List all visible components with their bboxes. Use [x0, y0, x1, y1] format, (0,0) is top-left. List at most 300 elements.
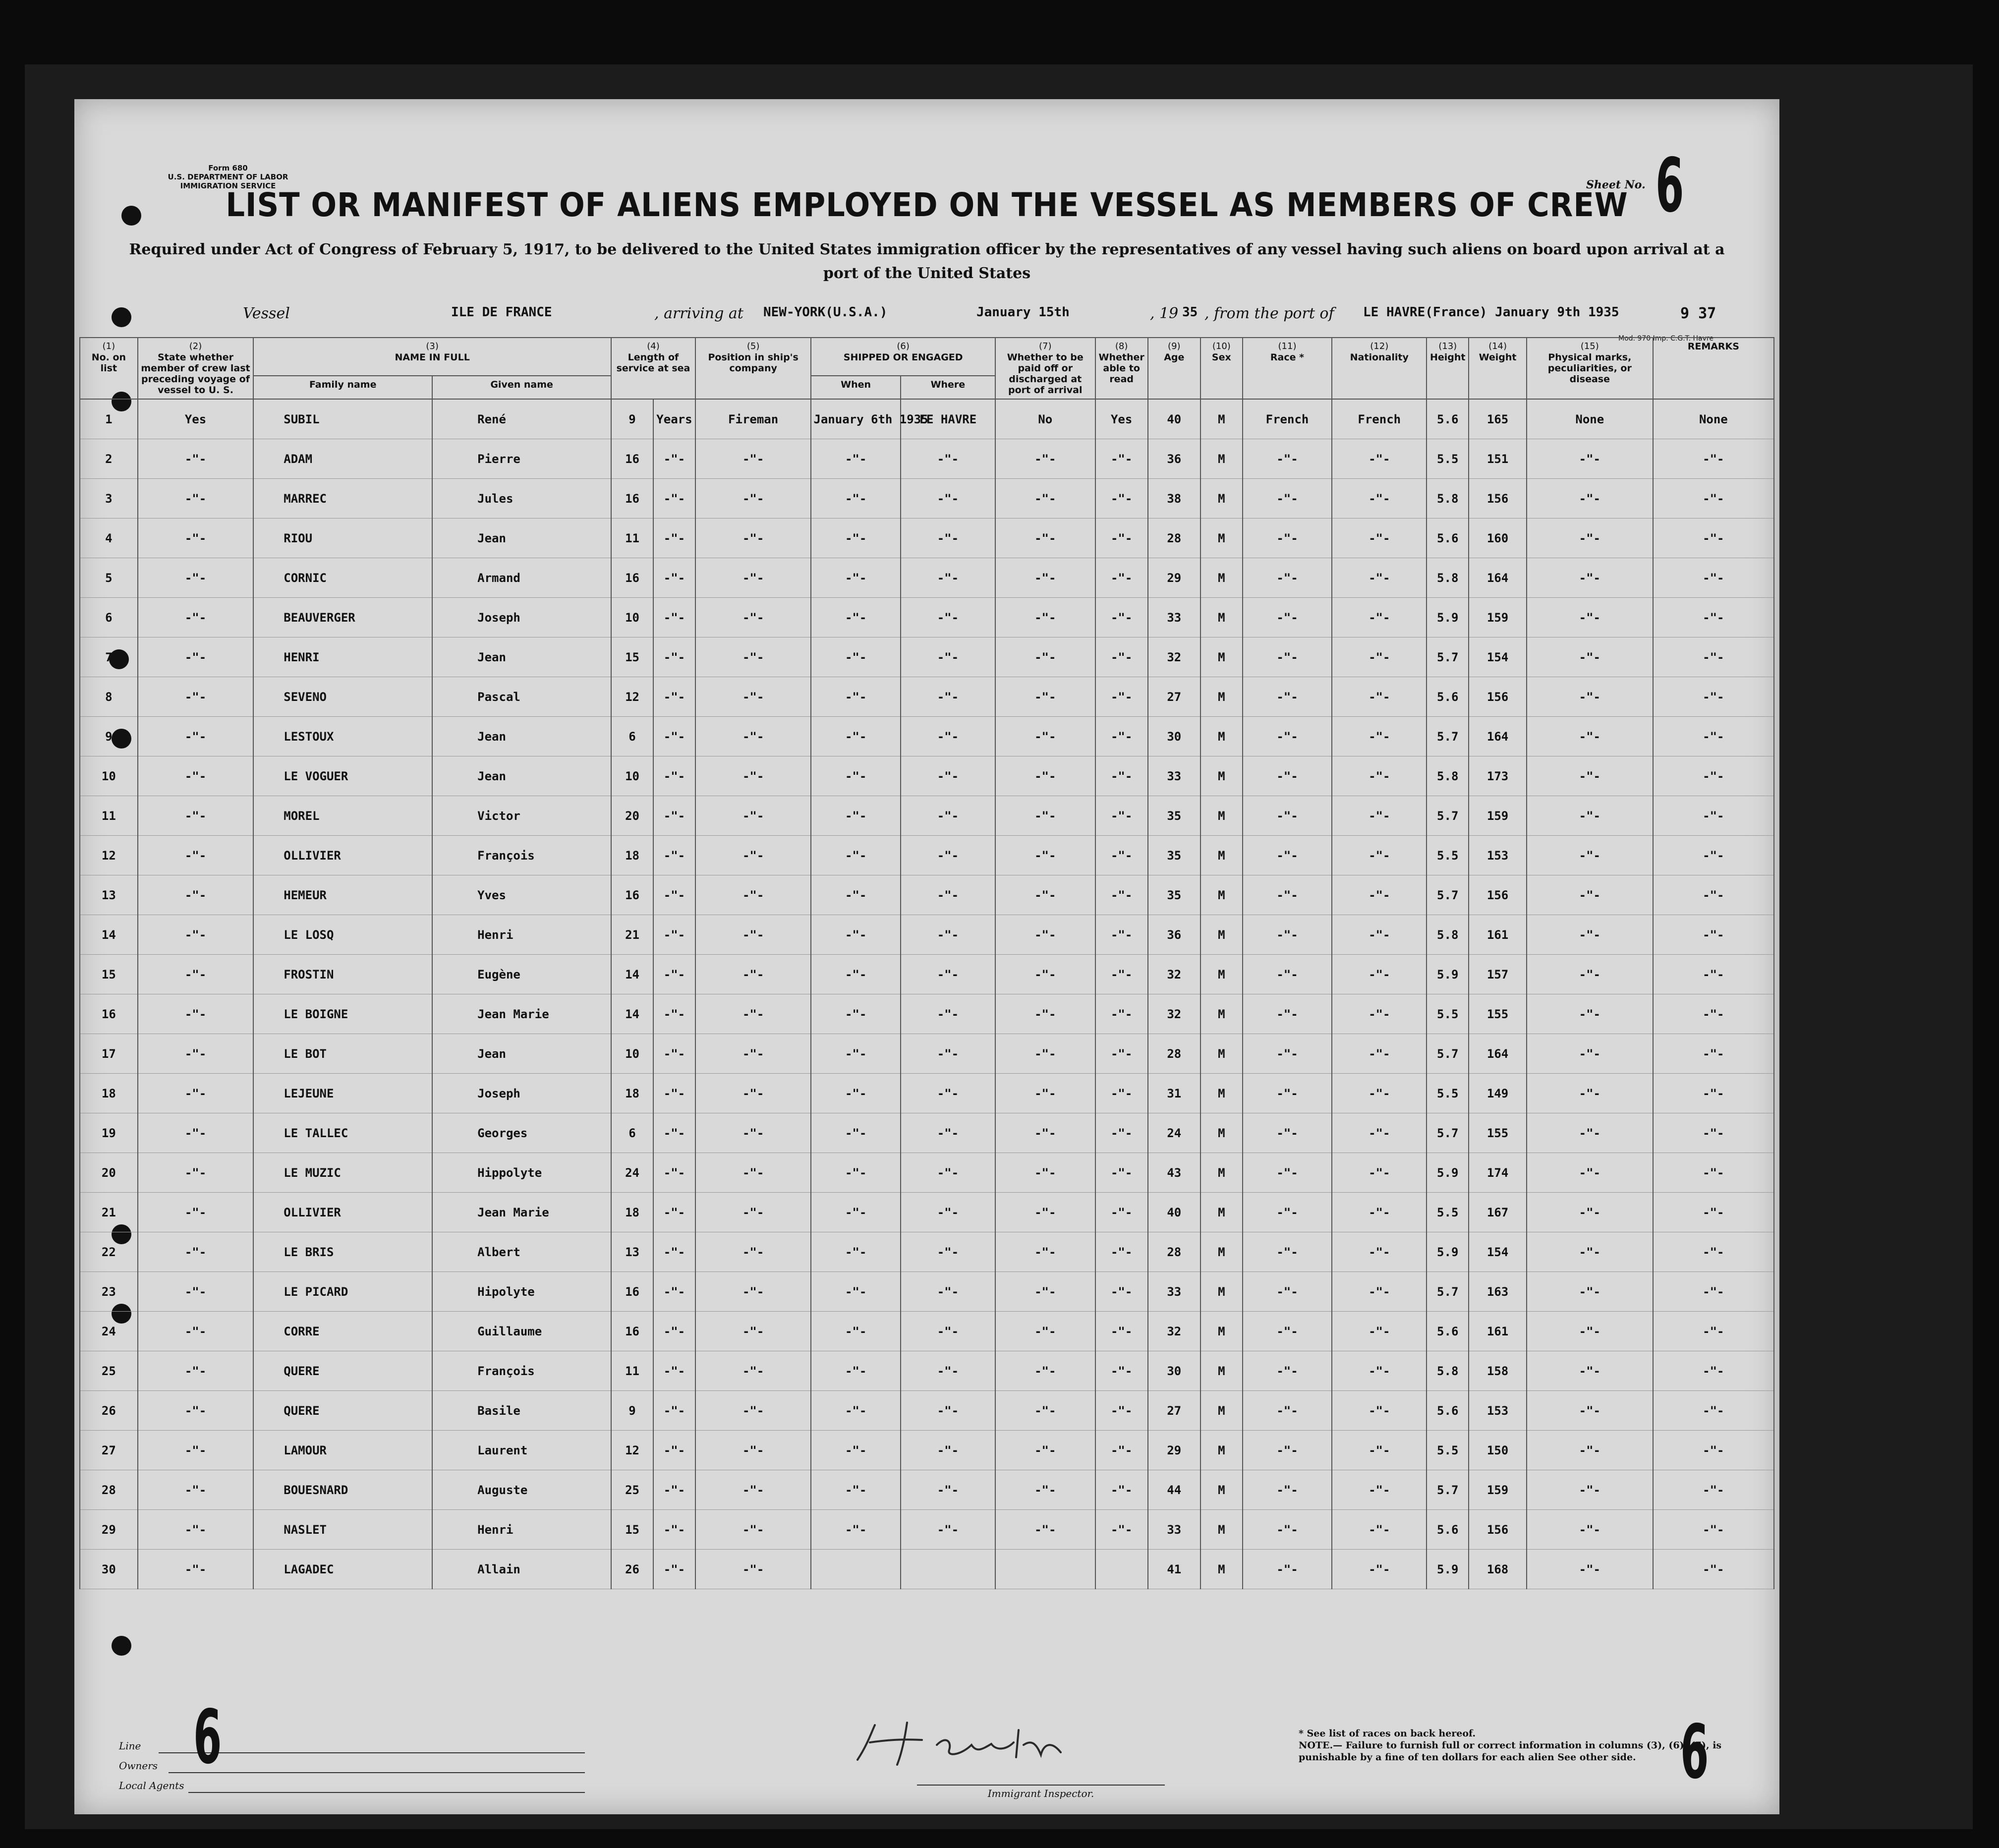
- race-cell: -"-: [1243, 677, 1332, 717]
- able-read-cell: -"-: [1095, 915, 1148, 955]
- arriving-port: NEW-YORK(U.S.A.): [763, 305, 888, 320]
- physical-marks-cell: -"-: [1527, 756, 1653, 796]
- family-name-cell: RIOU: [253, 519, 432, 558]
- row-number: 22: [80, 1232, 138, 1272]
- row-number: 15: [80, 955, 138, 994]
- last-voyage-cell: Yes: [138, 399, 254, 439]
- service-unit-cell: -"-: [653, 1351, 695, 1391]
- shipped-when-cell: -"-: [811, 479, 900, 519]
- position-cell: -"-: [695, 558, 811, 598]
- service-unit-cell: -"-: [653, 955, 695, 994]
- position-cell: -"-: [695, 756, 811, 796]
- paid-off-cell: -"-: [995, 1153, 1095, 1193]
- service-unit-cell: -"-: [653, 1431, 695, 1470]
- height-cell: 5.7: [1427, 875, 1469, 915]
- nationality-cell: -"-: [1332, 479, 1427, 519]
- last-voyage-cell: -"-: [138, 994, 254, 1034]
- agents-rule: [188, 1792, 585, 1793]
- races-note: * See list of races on back hereof.: [1299, 1728, 1476, 1739]
- year-prefix: , 19: [1150, 305, 1179, 322]
- row-number: 19: [80, 1113, 138, 1153]
- family-name-cell: CORRE: [253, 1312, 432, 1351]
- inspector-label: Immigrant Inspector.: [917, 1785, 1165, 1799]
- given-name-cell: Yves: [432, 875, 611, 915]
- service-unit-cell: -"-: [653, 637, 695, 677]
- physical-marks-cell: -"-: [1527, 1351, 1653, 1391]
- service-unit-cell: -"-: [653, 756, 695, 796]
- paid-off-cell: -"-: [995, 479, 1095, 519]
- paid-off-cell: -"-: [995, 1074, 1095, 1113]
- position-cell: -"-: [695, 1312, 811, 1351]
- sex-cell: M: [1200, 994, 1243, 1034]
- position-cell: -"-: [695, 1193, 811, 1232]
- arrival-year: 35: [1182, 305, 1198, 320]
- paid-off-cell: -"-: [995, 1232, 1095, 1272]
- given-name-cell: Albert: [432, 1232, 611, 1272]
- position-cell: -"-: [695, 875, 811, 915]
- race-cell: -"-: [1243, 1034, 1332, 1074]
- sheet-number: 6: [1656, 143, 1684, 229]
- row-number: 18: [80, 1074, 138, 1113]
- paid-off-cell: -"-: [995, 1351, 1095, 1391]
- able-read-cell: -"-: [1095, 796, 1148, 836]
- physical-marks-cell: -"-: [1527, 955, 1653, 994]
- family-name-cell: LEJEUNE: [253, 1074, 432, 1113]
- position-cell: -"-: [695, 1431, 811, 1470]
- given-name-cell: Laurent: [432, 1431, 611, 1470]
- race-cell: -"-: [1243, 558, 1332, 598]
- shipped-where-cell: -"-: [901, 875, 995, 915]
- nationality-cell: -"-: [1332, 558, 1427, 598]
- height-cell: 5.8: [1427, 1351, 1469, 1391]
- shipped-when-cell: -"-: [811, 1113, 900, 1153]
- race-cell: -"-: [1243, 1470, 1332, 1510]
- service-unit-cell: -"-: [653, 598, 695, 637]
- vessel-name: ILE DE FRANCE: [451, 305, 552, 320]
- table-row: [80, 677, 1774, 717]
- sex-cell: M: [1200, 796, 1243, 836]
- family-name-cell: SEVENO: [253, 677, 432, 717]
- sex-cell: M: [1200, 1272, 1243, 1312]
- able-read-cell: -"-: [1095, 1113, 1148, 1153]
- weight-cell: 156: [1469, 479, 1527, 519]
- sex-cell: M: [1200, 637, 1243, 677]
- last-voyage-cell: -"-: [138, 637, 254, 677]
- form-number: Form 680: [208, 164, 248, 173]
- race-cell: -"-: [1243, 1431, 1332, 1470]
- shipped-when-cell: -"-: [811, 1034, 900, 1074]
- given-name-cell: Jean: [432, 637, 611, 677]
- table-row: [80, 1113, 1774, 1153]
- sex-cell: M: [1200, 677, 1243, 717]
- service-years-cell: 16: [611, 1312, 653, 1351]
- able-read-cell: -"-: [1095, 677, 1148, 717]
- service-years-cell: 12: [611, 1431, 653, 1470]
- service-unit-cell: Years: [653, 399, 695, 439]
- service-unit-cell: -"-: [653, 796, 695, 836]
- given-name-cell: Georges: [432, 1113, 611, 1153]
- family-name-cell: NASLET: [253, 1510, 432, 1550]
- last-voyage-cell: -"-: [138, 836, 254, 875]
- page-title: LIST OR MANIFEST OF ALIENS EMPLOYED ON THE VESSEL AS MEMBERS OF CREW: [226, 186, 1628, 224]
- table-row: [80, 1470, 1774, 1510]
- family-name-cell: MOREL: [253, 796, 432, 836]
- col-header-when: When: [811, 376, 900, 400]
- age-cell: 40: [1148, 1193, 1200, 1232]
- remarks-cell: -"-: [1653, 598, 1774, 637]
- col-header-shipped: (6) SHIPPED OR ENGAGED: [811, 338, 995, 376]
- race-cell: -"-: [1243, 1074, 1332, 1113]
- last-voyage-cell: -"-: [138, 796, 254, 836]
- position-cell: -"-: [695, 1391, 811, 1431]
- table-row: [80, 1312, 1774, 1351]
- table-row: [80, 915, 1774, 955]
- shipped-where-cell: -"-: [901, 796, 995, 836]
- given-name-cell: François: [432, 836, 611, 875]
- service-years-cell: 16: [611, 875, 653, 915]
- shipped-where-cell: -"-: [901, 1232, 995, 1272]
- table-row: [80, 1391, 1774, 1431]
- height-cell: 5.7: [1427, 796, 1469, 836]
- age-cell: 33: [1148, 756, 1200, 796]
- paid-off-cell: -"-: [995, 637, 1095, 677]
- position-cell: -"-: [695, 677, 811, 717]
- sex-cell: M: [1200, 1550, 1243, 1589]
- last-voyage-cell: -"-: [138, 439, 254, 479]
- sex-cell: M: [1200, 479, 1243, 519]
- row-number: 3: [80, 479, 138, 519]
- race-cell: -"-: [1243, 1391, 1332, 1431]
- paid-off-cell: -"-: [995, 1391, 1095, 1431]
- weight-cell: 167: [1469, 1193, 1527, 1232]
- service-unit-cell: -"-: [653, 1232, 695, 1272]
- col-header-height: (13) Height: [1427, 338, 1469, 399]
- remarks-cell: -"-: [1653, 756, 1774, 796]
- weight-cell: 155: [1469, 1113, 1527, 1153]
- bottom-sheet-number: 6: [1680, 1709, 1709, 1795]
- race-cell: -"-: [1243, 915, 1332, 955]
- given-name-cell: Auguste: [432, 1470, 611, 1510]
- weight-cell: 159: [1469, 598, 1527, 637]
- weight-cell: 161: [1469, 915, 1527, 955]
- service-unit-cell: -"-: [653, 479, 695, 519]
- inspector-signature: [848, 1715, 1085, 1770]
- service-years-cell: 9: [611, 1391, 653, 1431]
- height-cell: 5.6: [1427, 399, 1469, 439]
- family-name-cell: LAGADEC: [253, 1550, 432, 1589]
- nationality-cell: French: [1332, 399, 1427, 439]
- paid-off-cell: -"-: [995, 1272, 1095, 1312]
- able-read-cell: [1095, 1550, 1148, 1589]
- position-cell: -"-: [695, 1510, 811, 1550]
- col-header-marks: (15) Physical marks, peculiarities, or disease: [1527, 338, 1653, 399]
- given-name-cell: Allain: [432, 1550, 611, 1589]
- physical-marks-cell: -"-: [1527, 1232, 1653, 1272]
- nationality-cell: -"-: [1332, 756, 1427, 796]
- height-cell: 5.5: [1427, 994, 1469, 1034]
- row-number: 26: [80, 1391, 138, 1431]
- family-name-cell: OLLIVIER: [253, 836, 432, 875]
- line-rule: [159, 1752, 585, 1753]
- given-name-cell: Guillaume: [432, 1312, 611, 1351]
- height-cell: 5.8: [1427, 479, 1469, 519]
- service-unit-cell: -"-: [653, 1470, 695, 1510]
- height-cell: 5.8: [1427, 558, 1469, 598]
- col-header-age: (9) Age: [1148, 338, 1200, 399]
- page-subtitle: Required under Act of Congress of February 5, 1917, to be delivered to the United States immigration officer by the representatives of any vessel having such aliens on board upon arrival at a port of the United States: [129, 241, 1725, 282]
- shipped-when-cell: -"-: [811, 1232, 900, 1272]
- shipped-where-cell: -"-: [901, 637, 995, 677]
- race-cell: -"-: [1243, 994, 1332, 1034]
- col-header-no: (1) No. on list: [80, 338, 138, 399]
- paid-off-cell: -"-: [995, 796, 1095, 836]
- position-cell: -"-: [695, 479, 811, 519]
- age-cell: 30: [1148, 1351, 1200, 1391]
- nationality-cell: -"-: [1332, 875, 1427, 915]
- punch-hole: [112, 1636, 131, 1656]
- able-read-cell: -"-: [1095, 558, 1148, 598]
- given-name-cell: Henri: [432, 915, 611, 955]
- family-name-cell: SUBIL: [253, 399, 432, 439]
- shipped-where-cell: -"-: [901, 1312, 995, 1351]
- nationality-cell: -"-: [1332, 994, 1427, 1034]
- shipped-when-cell: -"-: [811, 756, 900, 796]
- position-cell: -"-: [695, 1351, 811, 1391]
- weight-cell: 168: [1469, 1550, 1527, 1589]
- position-cell: Fireman: [695, 399, 811, 439]
- nationality-cell: -"-: [1332, 1351, 1427, 1391]
- able-read-cell: -"-: [1095, 1193, 1148, 1232]
- race-cell: -"-: [1243, 1153, 1332, 1193]
- age-cell: 28: [1148, 1232, 1200, 1272]
- sex-cell: M: [1200, 519, 1243, 558]
- race-cell: -"-: [1243, 1113, 1332, 1153]
- age-cell: 28: [1148, 519, 1200, 558]
- race-cell: -"-: [1243, 1272, 1332, 1312]
- age-cell: 35: [1148, 875, 1200, 915]
- page-marks: 9 37: [1680, 305, 1716, 322]
- nationality-cell: -"-: [1332, 439, 1427, 479]
- weight-cell: 173: [1469, 756, 1527, 796]
- weight-cell: 154: [1469, 1232, 1527, 1272]
- last-voyage-cell: -"-: [138, 1470, 254, 1510]
- able-read-cell: -"-: [1095, 994, 1148, 1034]
- service-years-cell: 14: [611, 994, 653, 1034]
- owners-label: Owners: [119, 1760, 158, 1772]
- height-cell: 5.9: [1427, 955, 1469, 994]
- table-row: [80, 1074, 1774, 1113]
- owners-rule: [169, 1772, 585, 1773]
- row-number: 9: [80, 717, 138, 756]
- family-name-cell: MARREC: [253, 479, 432, 519]
- given-name-cell: Pierre: [432, 439, 611, 479]
- last-voyage-cell: -"-: [138, 756, 254, 796]
- col-header-given-name: Given name: [432, 376, 611, 400]
- age-cell: 33: [1148, 1272, 1200, 1312]
- table-row: [80, 875, 1774, 915]
- given-name-cell: François: [432, 1351, 611, 1391]
- race-cell: -"-: [1243, 637, 1332, 677]
- family-name-cell: LE MUZIC: [253, 1153, 432, 1193]
- able-read-cell: -"-: [1095, 1272, 1148, 1312]
- shipped-where-cell: -"-: [901, 915, 995, 955]
- last-voyage-cell: -"-: [138, 479, 254, 519]
- height-cell: 5.7: [1427, 637, 1469, 677]
- service-unit-cell: -"-: [653, 1391, 695, 1431]
- age-cell: 27: [1148, 1391, 1200, 1431]
- position-cell: -"-: [695, 1074, 811, 1113]
- nationality-cell: -"-: [1332, 1113, 1427, 1153]
- col-header-remarks: REMARKS: [1653, 338, 1774, 399]
- remarks-cell: None: [1653, 399, 1774, 439]
- sex-cell: M: [1200, 1470, 1243, 1510]
- race-cell: -"-: [1243, 717, 1332, 756]
- age-cell: 32: [1148, 1312, 1200, 1351]
- row-number: 23: [80, 1272, 138, 1312]
- able-read-cell: -"-: [1095, 955, 1148, 994]
- weight-cell: 150: [1469, 1431, 1527, 1470]
- age-cell: 33: [1148, 1510, 1200, 1550]
- row-number: 21: [80, 1193, 138, 1232]
- race-cell: -"-: [1243, 439, 1332, 479]
- service-years-cell: 15: [611, 1510, 653, 1550]
- service-years-cell: 16: [611, 558, 653, 598]
- age-cell: 33: [1148, 598, 1200, 637]
- shipped-where-cell: -"-: [901, 717, 995, 756]
- nationality-cell: -"-: [1332, 717, 1427, 756]
- physical-marks-cell: -"-: [1527, 1391, 1653, 1431]
- nationality-cell: -"-: [1332, 836, 1427, 875]
- sex-cell: M: [1200, 1034, 1243, 1074]
- height-cell: 5.9: [1427, 1232, 1469, 1272]
- remarks-cell: -"-: [1653, 1351, 1774, 1391]
- nationality-cell: -"-: [1332, 1470, 1427, 1510]
- service-years-cell: 26: [611, 1550, 653, 1589]
- shipped-when-cell: -"-: [811, 637, 900, 677]
- paid-off-cell: -"-: [995, 955, 1095, 994]
- nationality-cell: -"-: [1332, 1312, 1427, 1351]
- physical-marks-cell: -"-: [1527, 637, 1653, 677]
- shipped-when-cell: -"-: [811, 717, 900, 756]
- weight-cell: 164: [1469, 558, 1527, 598]
- service-unit-cell: -"-: [653, 836, 695, 875]
- age-cell: 31: [1148, 1074, 1200, 1113]
- punch-hole: [112, 307, 131, 327]
- family-name-cell: QUERE: [253, 1391, 432, 1431]
- remarks-cell: -"-: [1653, 717, 1774, 756]
- last-voyage-cell: -"-: [138, 519, 254, 558]
- physical-marks-cell: -"-: [1527, 1550, 1653, 1589]
- shipped-when-cell: [811, 1550, 900, 1589]
- remarks-cell: -"-: [1653, 915, 1774, 955]
- row-number: 7: [80, 637, 138, 677]
- paid-off-cell: -"-: [995, 875, 1095, 915]
- paid-off-cell: -"-: [995, 1034, 1095, 1074]
- service-unit-cell: -"-: [653, 1113, 695, 1153]
- sex-cell: M: [1200, 955, 1243, 994]
- col-header-where: Where: [901, 376, 995, 400]
- nationality-cell: -"-: [1332, 955, 1427, 994]
- age-cell: 36: [1148, 915, 1200, 955]
- height-cell: 5.7: [1427, 1272, 1469, 1312]
- age-cell: 38: [1148, 479, 1200, 519]
- last-voyage-cell: -"-: [138, 1193, 254, 1232]
- race-cell: -"-: [1243, 1351, 1332, 1391]
- remarks-cell: -"-: [1653, 875, 1774, 915]
- family-name-cell: OLLIVIER: [253, 1193, 432, 1232]
- nationality-cell: -"-: [1332, 915, 1427, 955]
- nationality-cell: -"-: [1332, 1153, 1427, 1193]
- row-number: 16: [80, 994, 138, 1034]
- vessel-line: [154, 305, 1730, 330]
- remarks-cell: -"-: [1653, 1113, 1774, 1153]
- able-read-cell: Yes: [1095, 399, 1148, 439]
- race-cell: -"-: [1243, 875, 1332, 915]
- last-voyage-cell: -"-: [138, 1113, 254, 1153]
- footnotes: [1299, 1728, 1745, 1763]
- service-unit-cell: -"-: [653, 717, 695, 756]
- family-name-cell: LE PICARD: [253, 1272, 432, 1312]
- position-cell: -"-: [695, 1470, 811, 1510]
- row-number: 29: [80, 1510, 138, 1550]
- service-years-cell: 24: [611, 1153, 653, 1193]
- paid-off-cell: -"-: [995, 558, 1095, 598]
- position-cell: -"-: [695, 836, 811, 875]
- weight-cell: 151: [1469, 439, 1527, 479]
- row-number: 25: [80, 1351, 138, 1391]
- height-cell: 5.6: [1427, 1510, 1469, 1550]
- given-name-cell: Pascal: [432, 677, 611, 717]
- remarks-cell: -"-: [1653, 558, 1774, 598]
- service-years-cell: 10: [611, 598, 653, 637]
- service-years-cell: 18: [611, 1193, 653, 1232]
- row-number: 20: [80, 1153, 138, 1193]
- height-cell: 5.9: [1427, 1153, 1469, 1193]
- service-unit-cell: -"-: [653, 1312, 695, 1351]
- last-voyage-cell: -"-: [138, 1391, 254, 1431]
- table-row: [80, 1550, 1774, 1589]
- table-row: [80, 1272, 1774, 1312]
- nationality-cell: -"-: [1332, 677, 1427, 717]
- race-cell: -"-: [1243, 955, 1332, 994]
- remarks-cell: -"-: [1653, 439, 1774, 479]
- crew-rows: [80, 399, 1774, 1589]
- able-read-cell: -"-: [1095, 1034, 1148, 1074]
- height-cell: 5.7: [1427, 1113, 1469, 1153]
- table-row: [80, 1510, 1774, 1550]
- height-cell: 5.5: [1427, 1431, 1469, 1470]
- age-cell: 32: [1148, 994, 1200, 1034]
- shipped-where-cell: -"-: [901, 1074, 995, 1113]
- weight-cell: 153: [1469, 836, 1527, 875]
- table-row: [80, 1232, 1774, 1272]
- sex-cell: M: [1200, 1510, 1243, 1550]
- family-name-cell: LE BRIS: [253, 1232, 432, 1272]
- shipped-when-cell: -"-: [811, 1193, 900, 1232]
- shipped-where-cell: -"-: [901, 955, 995, 994]
- weight-cell: 156: [1469, 875, 1527, 915]
- given-name-cell: Jean: [432, 519, 611, 558]
- age-cell: 29: [1148, 1431, 1200, 1470]
- family-name-cell: HEMEUR: [253, 875, 432, 915]
- sex-cell: M: [1200, 399, 1243, 439]
- col-header-service: (4) Length of service at sea: [611, 338, 695, 399]
- height-cell: 5.5: [1427, 1074, 1469, 1113]
- paid-off-cell: -"-: [995, 836, 1095, 875]
- age-cell: 32: [1148, 637, 1200, 677]
- able-read-cell: -"-: [1095, 479, 1148, 519]
- table-row: [80, 439, 1774, 479]
